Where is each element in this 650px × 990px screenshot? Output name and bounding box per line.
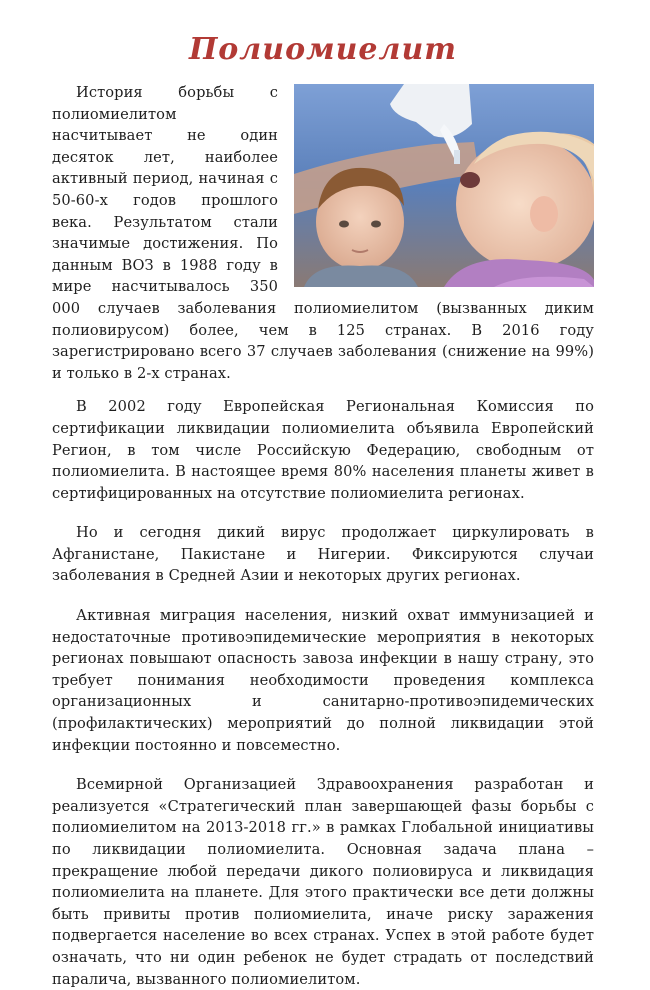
paragraph-2: В 2002 году Европейская Региональная Комиссия по сертификации ликвидации полиомиелита объявила Европейский Регион, в том числе Российскую Федерацию, свободным от полиомиелита. В настоящее время 80% населения планеты живет в сертифицированных на отсутствие полиомиелита регионах. [52, 398, 594, 502]
paragraph-5: Всемирной Организацией Здравоохранения разработан и реализуется «Стратегический план завершающей фазы борьбы с полиомиелитом на 2013-2018 гг.» в рамках Глобальной инициативы по ликвидации полиомиелита. Основная задача плана – прекращение любой передачи дикого полиовируса и ликвидация полиомиелита на планете. Для этого практически все дети должны быть привиты против полиомиелита, иначе риску заражения подвергается население во всех странах. Успех в этой работе будет означать, что ни один ребенок не будет страдать от последствий паралича, вызванного полиомиелитом. [52, 776, 594, 988]
paragraph-4: Активная миграция населения, низкий охват иммунизацией и недостаточные противоэпидемические мероприятия в некоторых регионах повышают опасность завоза инфекции в нашу страну, это требует понимания необходимости проведения комплекса организационных и санитарно-противоэпидемических (профилактических) мероприятий до полной ликвидации этой инфекции постоянно и повсеместно. [52, 607, 594, 754]
page-title: Полиомиелит [188, 32, 458, 67]
paragraph-3: Но и сегодня дикий вирус продолжает циркулировать в Афганистане, Пакистане и Нигерии. Фиксируются случаи заболевания в Средней Азии и некоторых других регионах. [52, 524, 594, 585]
child-vaccination-photo [294, 84, 594, 287]
paragraph-1: История борьбы с полиомиелитом насчитывает не один десяток лет, наиболее активный период, начиная с 50-60-х годов прошлого века. Результатом стали значимые достижения. По данным ВОЗ в 1988 году в мире насчитывалось 350 000 случаев заболевания полиомиелитом (вызванных диким полиовирусом) более, чем в 125 странах. В 2016 году зарегистрировано всего 37 случаев заболевания (снижение на 99%) и только в 2-х странах. [52, 84, 594, 382]
photo-illustration [294, 84, 594, 287]
